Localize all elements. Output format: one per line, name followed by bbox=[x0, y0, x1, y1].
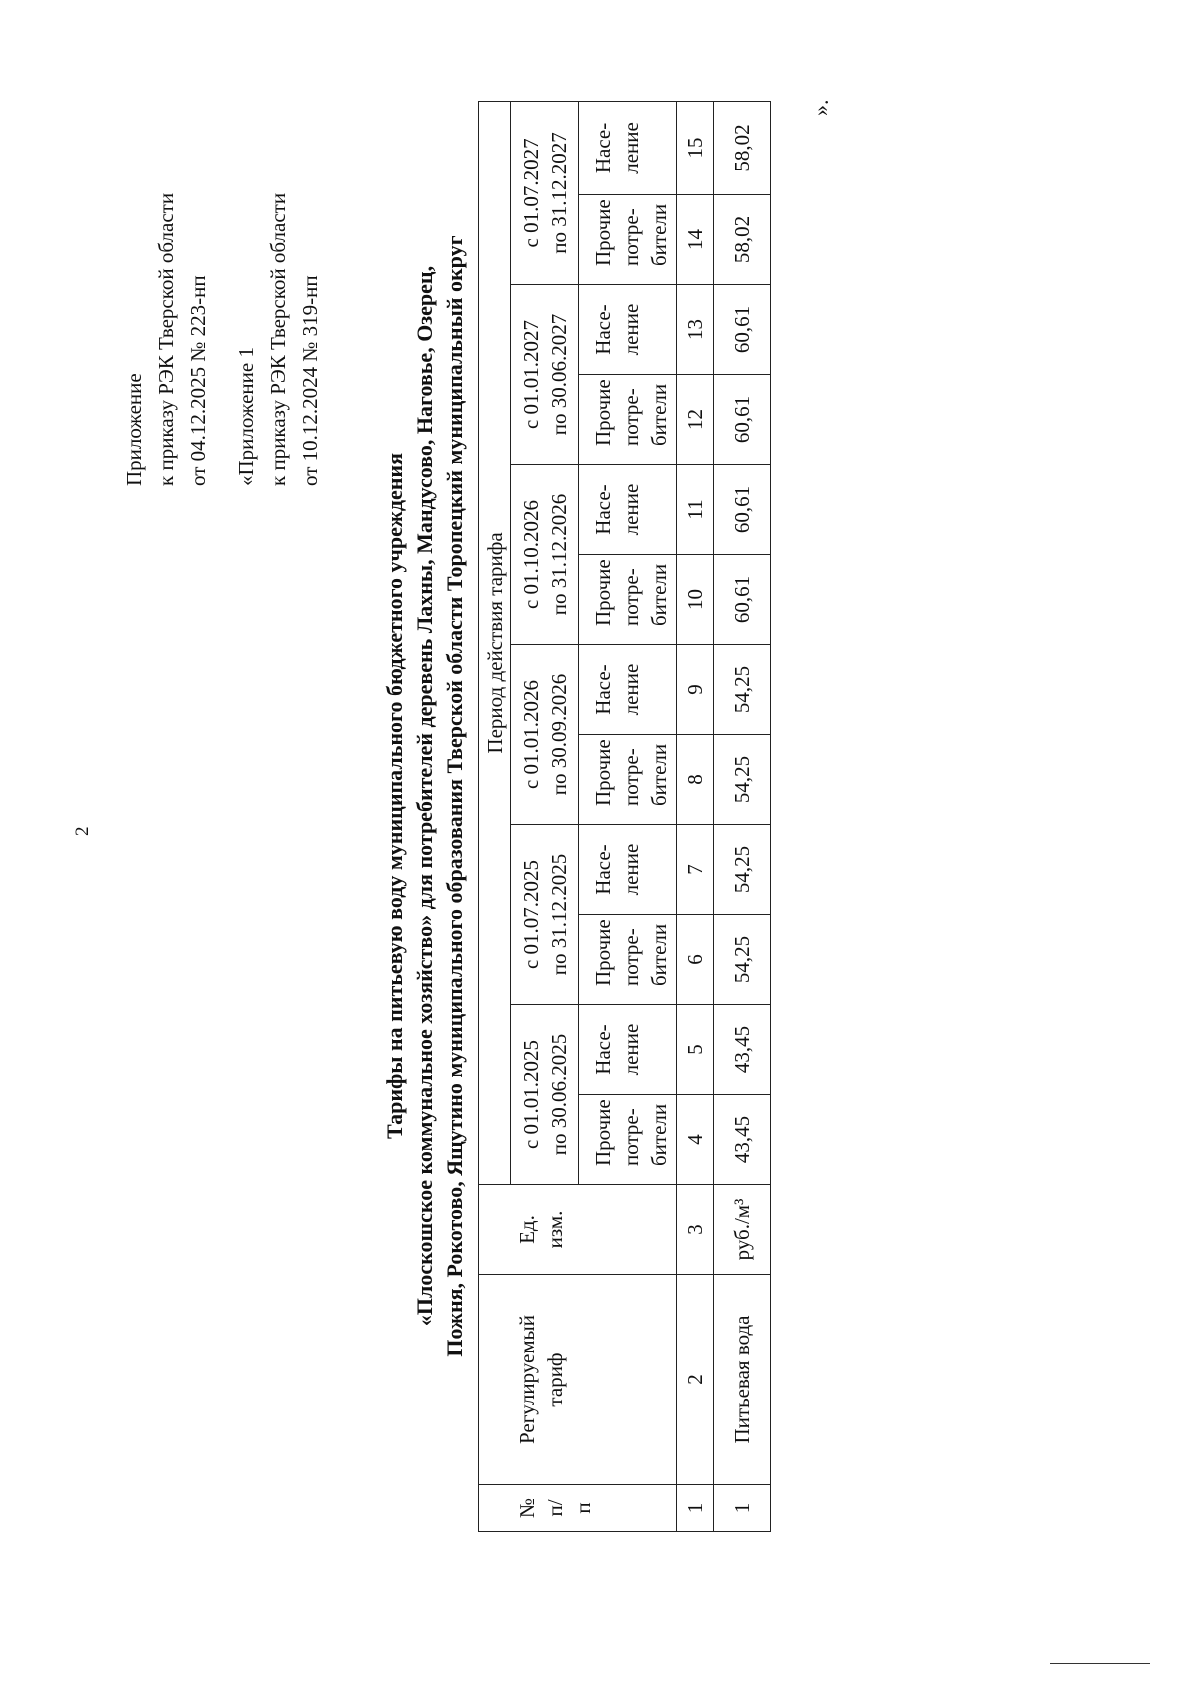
page-number: 2 bbox=[72, 826, 93, 836]
appendix-line: к приказу РЭК Тверской области bbox=[266, 192, 290, 486]
column-number: 12 bbox=[677, 375, 714, 465]
rotated-document bbox=[0, 56, 1200, 1696]
tariff-table bbox=[478, 101, 771, 1532]
header-consumer-population: Насе-ление bbox=[579, 1005, 677, 1095]
closing-quote: ». bbox=[808, 99, 833, 116]
title-line: Тарифы на питьевую воду муниципального бюджетного учреждения bbox=[382, 452, 407, 1140]
header-consumer-population: Насе-ление bbox=[579, 101, 677, 194]
column-number: 2 bbox=[677, 1275, 714, 1485]
header-consumer-other: Прочие потре-бители bbox=[579, 195, 677, 285]
table-row bbox=[714, 101, 771, 1531]
appendix-line: к приказу РЭК Тверской области bbox=[154, 192, 178, 486]
period-from: с 01.01.2026 bbox=[519, 679, 543, 790]
header-num: № п/п bbox=[479, 1485, 677, 1532]
period-to: по 31.12.2025 bbox=[547, 853, 571, 976]
period-to: по 30.09.2026 bbox=[547, 673, 571, 796]
column-number: 13 bbox=[677, 285, 714, 375]
appendix-old-reference bbox=[230, 86, 326, 486]
header-tariff: Регулируемый тариф bbox=[479, 1275, 677, 1485]
header-consumer-other: Прочие потре-бители bbox=[579, 915, 677, 1005]
column-number: 9 bbox=[677, 645, 714, 735]
row-tariff-name: Питьевая вода bbox=[714, 1275, 771, 1485]
period-to: по 31.12.2027 bbox=[547, 132, 571, 254]
column-number: 7 bbox=[677, 825, 714, 915]
appendix-reference bbox=[118, 86, 214, 486]
document-title bbox=[380, 126, 470, 1466]
period-to: по 31.12.2026 bbox=[547, 493, 571, 616]
column-number: 15 bbox=[677, 101, 714, 194]
period-from: с 01.10.2026 bbox=[519, 499, 543, 610]
period-header bbox=[511, 101, 579, 284]
header-consumer-other: Прочие потре-бители bbox=[579, 555, 677, 645]
period-from: с 01.07.2025 bbox=[519, 859, 543, 970]
period-header bbox=[511, 1005, 579, 1185]
tariff-value: 54,25 bbox=[714, 915, 771, 1005]
tariff-value: 54,25 bbox=[714, 825, 771, 915]
appendix-line: от 10.12.2024 № 319-нп bbox=[298, 275, 322, 486]
tariff-value: 58,02 bbox=[714, 101, 771, 194]
tariff-value: 58,02 bbox=[714, 195, 771, 285]
period-to: по 30.06.2025 bbox=[547, 1033, 571, 1156]
title-line: Пожня, Рокотово, Ящутино муниципального образования Тверской области Торопецкий муниципальный округ bbox=[442, 235, 467, 1357]
tariff-value: 43,45 bbox=[714, 1005, 771, 1095]
period-to: по 30.06.2027 bbox=[547, 313, 571, 436]
header-consumer-population: Насе-ление bbox=[579, 645, 677, 735]
title-line: «Плоскошское коммунальное хозяйство» для потребителей деревень Лахны, Мандусово, Наговье, Озерец, bbox=[412, 265, 437, 1327]
column-number: 6 bbox=[677, 915, 714, 1005]
tariff-value: 60,61 bbox=[714, 285, 771, 375]
header-consumer-other: Прочие потре-бители bbox=[579, 1095, 677, 1185]
header-unit: Ед. изм. bbox=[479, 1185, 677, 1275]
column-number: 4 bbox=[677, 1095, 714, 1185]
row-unit: руб./м³ bbox=[714, 1185, 771, 1275]
header-consumer-population: Насе-ление bbox=[579, 825, 677, 915]
column-number: 1 bbox=[677, 1485, 714, 1532]
period-from: с 01.01.2025 bbox=[519, 1039, 543, 1150]
period-from: с 01.01.2027 bbox=[519, 319, 543, 430]
column-number: 8 bbox=[677, 735, 714, 825]
period-header bbox=[511, 285, 579, 465]
appendix-line: от 04.12.2025 № 223-нп bbox=[186, 275, 210, 486]
column-number-row bbox=[677, 101, 714, 1531]
header-consumer-other: Прочие потре-бители bbox=[579, 735, 677, 825]
tariff-value: 60,61 bbox=[714, 465, 771, 555]
column-number: 10 bbox=[677, 555, 714, 645]
period-header bbox=[511, 645, 579, 825]
row-number: 1 bbox=[714, 1485, 771, 1532]
header-consumer-population: Насе-ление bbox=[579, 465, 677, 555]
header-consumer-other: Прочие потре-бители bbox=[579, 375, 677, 465]
tariff-value: 54,25 bbox=[714, 645, 771, 735]
tariff-value: 60,61 bbox=[714, 555, 771, 645]
tariff-value: 60,61 bbox=[714, 375, 771, 465]
period-from: с 01.07.2027 bbox=[519, 138, 543, 248]
tariff-value: 54,25 bbox=[714, 735, 771, 825]
appendix-line: «Приложение 1 bbox=[234, 347, 258, 486]
period-header bbox=[511, 825, 579, 1005]
header-consumer-population: Насе-ление bbox=[579, 285, 677, 375]
period-header bbox=[511, 465, 579, 645]
column-number: 5 bbox=[677, 1005, 714, 1095]
tariff-value: 43,45 bbox=[714, 1095, 771, 1185]
footer-divider bbox=[1050, 1663, 1150, 1664]
header-period: Период действия тарифа bbox=[479, 101, 511, 1184]
appendix-line: Приложение bbox=[122, 373, 146, 486]
column-number: 14 bbox=[677, 195, 714, 285]
column-number: 11 bbox=[677, 465, 714, 555]
column-number: 3 bbox=[677, 1185, 714, 1275]
